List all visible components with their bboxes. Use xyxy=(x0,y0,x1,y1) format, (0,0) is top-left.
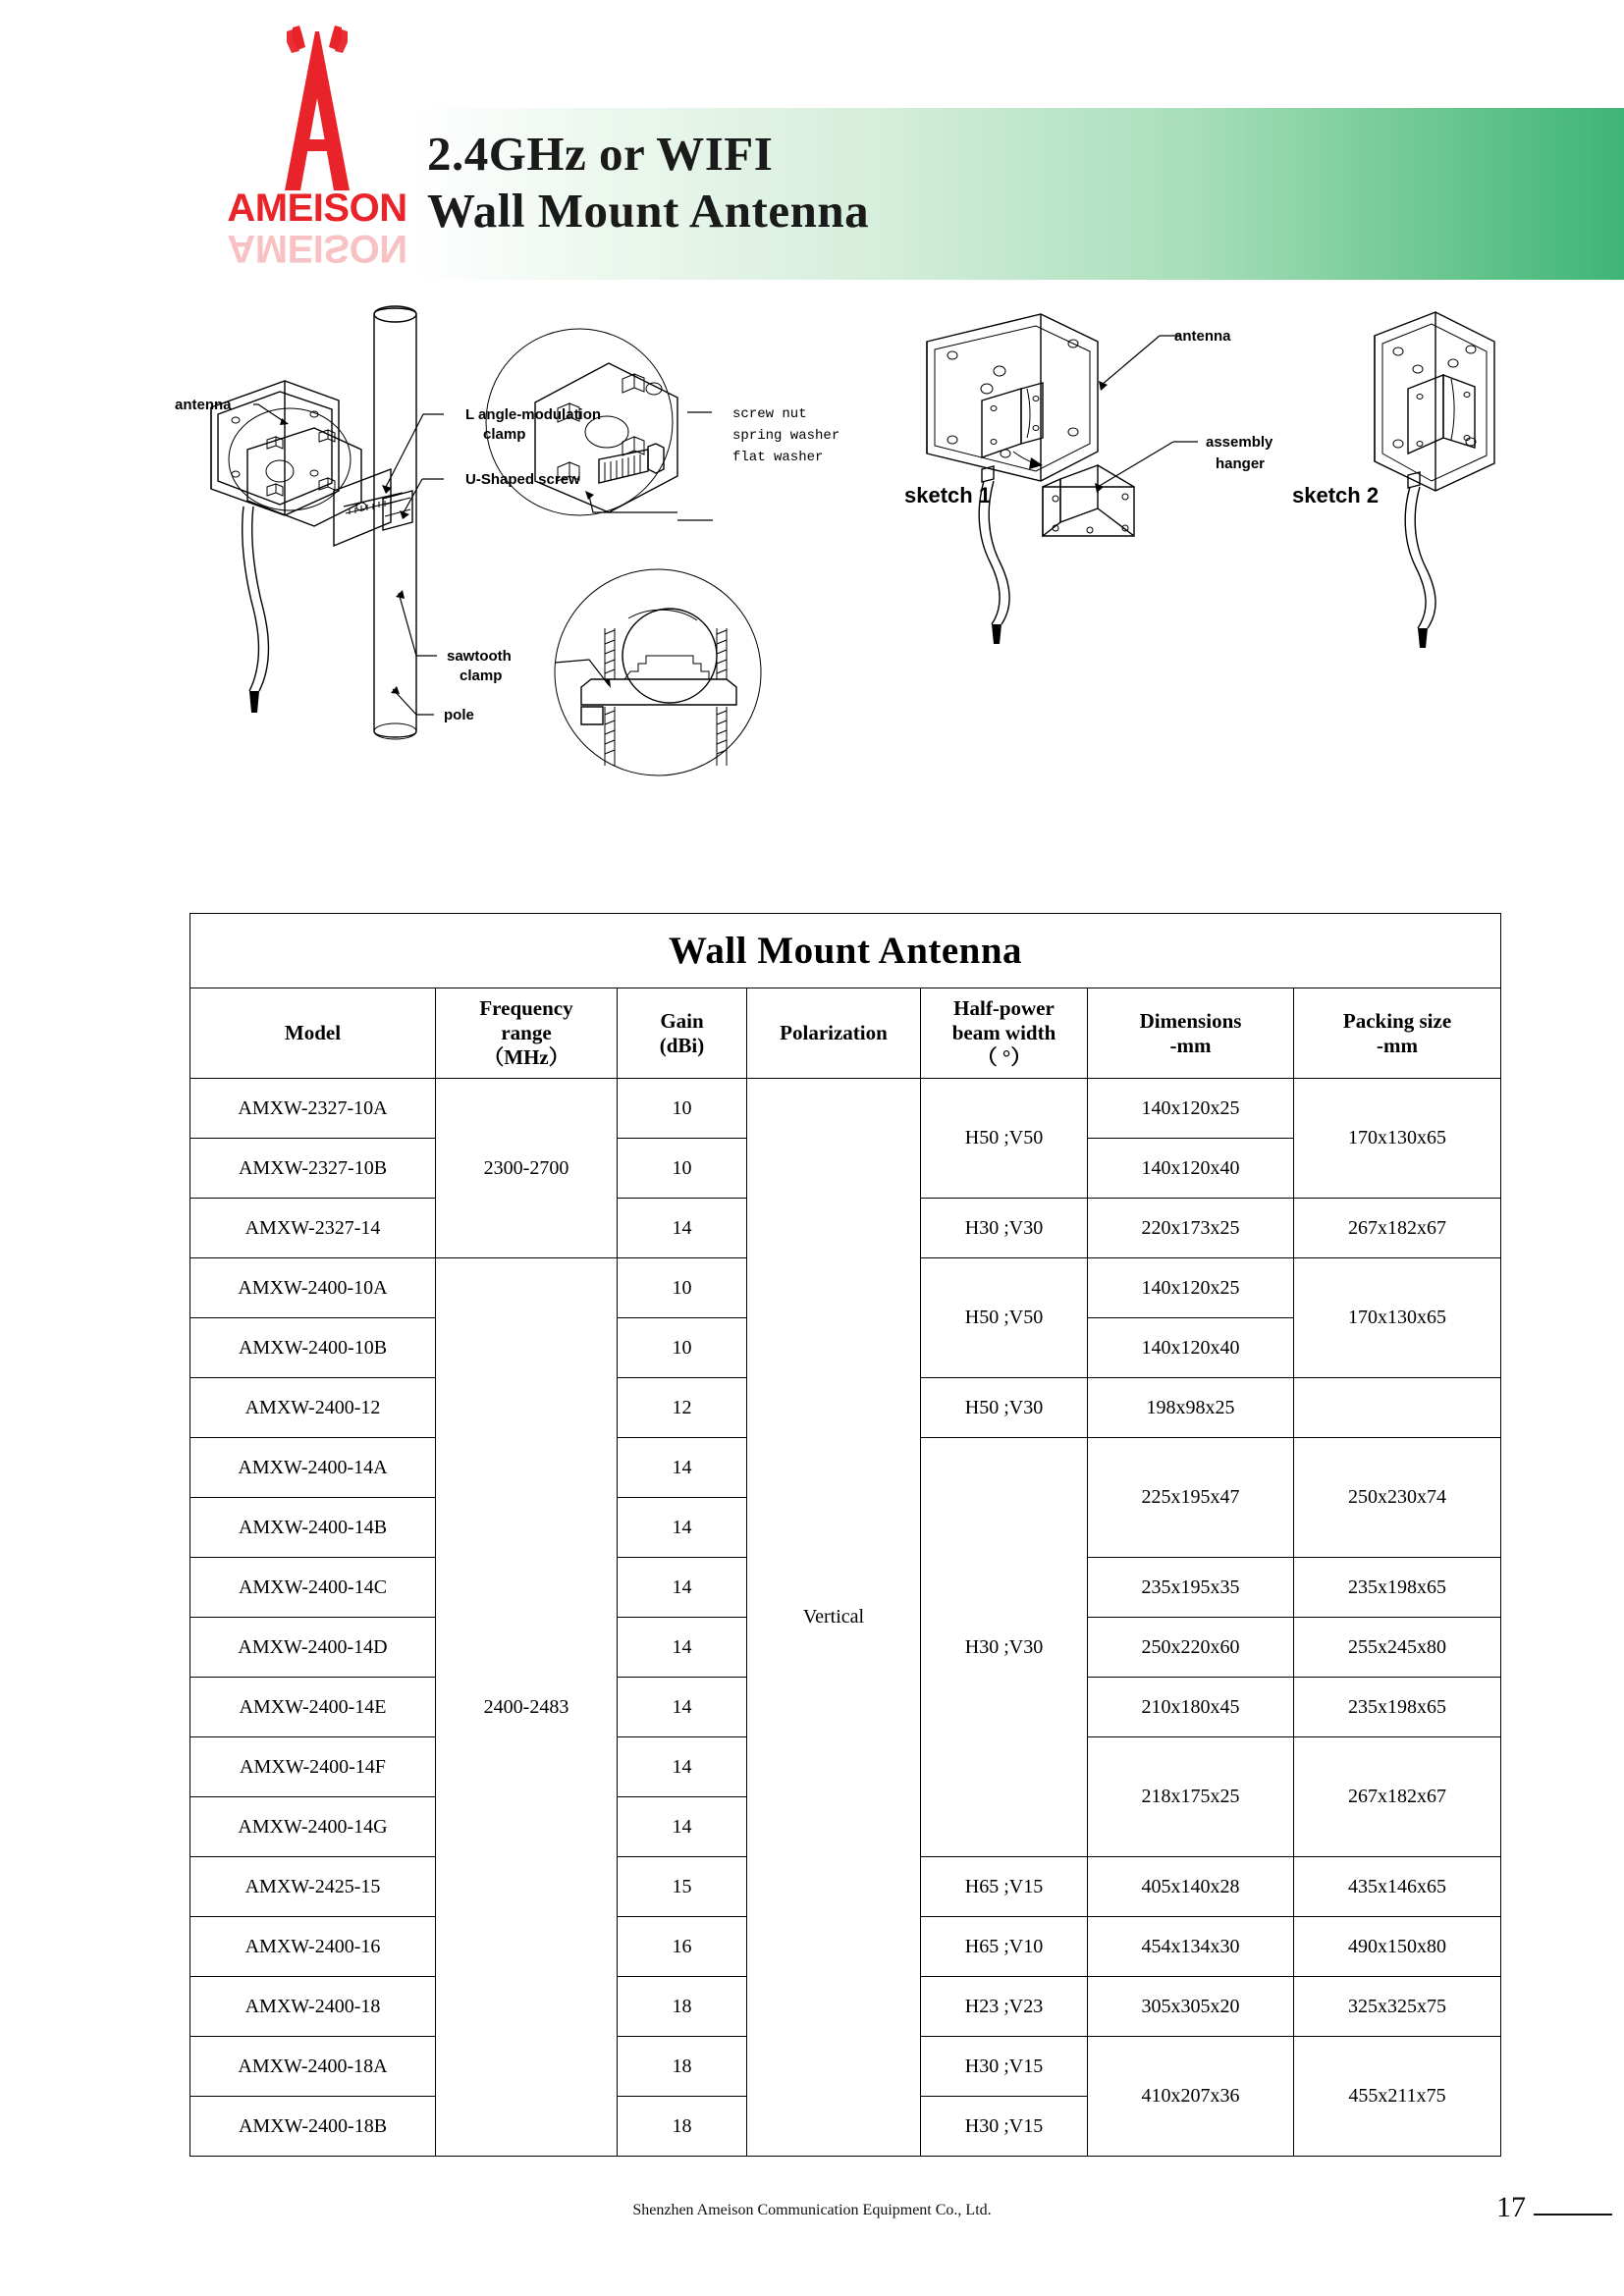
cell-dimensions: 454x134x30 xyxy=(1088,1917,1294,1977)
cell-dimensions: 140x120x25 xyxy=(1088,1079,1294,1139)
cell-dimensions: 225x195x47 xyxy=(1088,1438,1294,1558)
cell-model: AMXW-2327-10B xyxy=(190,1139,436,1199)
cell-hpbw: H50 ;V50 xyxy=(921,1079,1088,1199)
label-screw-nut: screw nut xyxy=(732,406,807,422)
cell-dimensions: 210x180x45 xyxy=(1088,1678,1294,1737)
cell-model: AMXW-2327-14 xyxy=(190,1199,436,1258)
cell-model: AMXW-2400-10A xyxy=(190,1258,436,1318)
company-logo xyxy=(224,18,410,283)
cell-hpbw: H30 ;V30 xyxy=(921,1438,1088,1857)
cell-gain: 10 xyxy=(618,1079,747,1139)
antenna-tower-icon xyxy=(244,18,391,194)
cell-frequency-group-2: 2400-2483 xyxy=(436,1258,618,2157)
cell-packing: 170x130x65 xyxy=(1294,1258,1501,1378)
dim-header-line1: Dimensions xyxy=(1139,1008,1242,1033)
cell-packing xyxy=(1294,1378,1501,1438)
cell-dimensions: 405x140x28 xyxy=(1088,1857,1294,1917)
cell-frequency-group-1: 2300-2700 xyxy=(436,1079,618,1258)
label-assembly-hanger-leader xyxy=(1095,442,1198,493)
pack-header-line2: -mm xyxy=(1377,1033,1419,1057)
label-sawtooth-line1: sawtooth xyxy=(447,648,512,665)
cell-dimensions: 305x305x20 xyxy=(1088,1977,1294,2037)
label-pole: pole xyxy=(444,707,474,723)
cell-gain: 18 xyxy=(618,1977,747,2037)
cell-dimensions: 218x175x25 xyxy=(1088,1737,1294,1857)
label-assembly-hanger-line2: hanger xyxy=(1216,455,1266,472)
hpbw-header-line3: （ °） xyxy=(976,1044,1032,1069)
label-antenna-left-leader xyxy=(253,404,289,425)
hpbw-header-line1: Half-power xyxy=(953,996,1055,1021)
cell-packing: 435x146x65 xyxy=(1294,1857,1501,1917)
label-fasteners-leader xyxy=(677,412,713,520)
assembly-hanger-plate xyxy=(1043,465,1134,536)
assembly-diagram xyxy=(0,294,1624,844)
label-antenna-left: antenna xyxy=(175,397,232,413)
specification-table xyxy=(189,913,1501,2157)
cell-hpbw: H30 ;V15 xyxy=(921,2097,1088,2157)
cell-model: AMXW-2400-14E xyxy=(190,1678,436,1737)
cell-hpbw: H50 ;V30 xyxy=(921,1378,1088,1438)
cell-packing: 455x211x75 xyxy=(1294,2037,1501,2157)
cell-gain: 14 xyxy=(618,1558,747,1618)
cell-packing: 267x182x67 xyxy=(1294,1199,1501,1258)
caption-sketch-2: sketch 2 xyxy=(1292,483,1380,507)
cell-packing: 250x230x74 xyxy=(1294,1438,1501,1558)
header-title-group xyxy=(427,126,1507,240)
cell-gain: 14 xyxy=(618,1678,747,1737)
label-flat-washer: flat washer xyxy=(732,450,824,465)
freq-header-line3: （MHz） xyxy=(483,1044,569,1069)
footer-rule xyxy=(1534,2214,1612,2216)
column-header-polarization: Polarization xyxy=(747,988,921,1079)
freq-header-line1: Frequency xyxy=(479,996,573,1021)
cell-packing: 325x325x75 xyxy=(1294,1977,1501,2037)
cell-gain: 14 xyxy=(618,1737,747,1797)
mounting-bracket-left xyxy=(229,408,403,546)
label-assembly-hanger-line1: assembly xyxy=(1206,434,1273,451)
cell-packing: 267x182x67 xyxy=(1294,1737,1501,1857)
cell-model: AMXW-2400-16 xyxy=(190,1917,436,1977)
table-title-row xyxy=(190,914,1501,988)
label-l-angle-modulation-line2: clamp xyxy=(483,426,526,443)
page-footer xyxy=(0,2189,1624,2268)
cell-model: AMXW-2400-14G xyxy=(190,1797,436,1857)
page-title-line1: 2.4GHz or WIFI xyxy=(427,127,774,181)
page-header xyxy=(0,0,1624,294)
freq-header-line2: range xyxy=(501,1021,552,1045)
cell-gain: 10 xyxy=(618,1258,747,1318)
label-l-angle-modulation-line1: L angle-modulation xyxy=(465,406,602,423)
cell-gain: 18 xyxy=(618,2037,747,2097)
column-header-packing xyxy=(1294,988,1501,1079)
footer-company-name: Shenzhen Ameison Communication Equipment Co., Ltd. xyxy=(632,2202,992,2218)
cell-hpbw: H50 ;V50 xyxy=(921,1258,1088,1378)
column-header-model: Model xyxy=(190,988,436,1079)
sketch-2-drawing xyxy=(1375,312,1494,648)
cell-polarization: Vertical xyxy=(747,1079,921,2157)
cell-model: AMXW-2400-18 xyxy=(190,1977,436,2037)
cell-packing: 255x245x80 xyxy=(1294,1618,1501,1678)
cell-gain: 14 xyxy=(618,1438,747,1498)
dim-header-line2: -mm xyxy=(1169,1033,1212,1057)
cell-dimensions: 235x195x35 xyxy=(1088,1558,1294,1618)
label-antenna-right-leader xyxy=(1099,336,1181,391)
cell-hpbw: H65 ;V15 xyxy=(921,1857,1088,1917)
cell-model: AMXW-2400-12 xyxy=(190,1378,436,1438)
sketch-1-drawing xyxy=(927,314,1098,644)
cell-packing: 170x130x65 xyxy=(1294,1079,1501,1199)
cell-packing: 235x198x65 xyxy=(1294,1558,1501,1618)
table-title: Wall Mount Antenna xyxy=(190,914,1501,988)
cell-gain: 14 xyxy=(618,1498,747,1558)
detail-sawtooth-closeup xyxy=(555,569,761,775)
cell-gain: 18 xyxy=(618,2097,747,2157)
cell-dimensions: 198x98x25 xyxy=(1088,1378,1294,1438)
column-header-hpbw xyxy=(921,988,1088,1079)
cell-model: AMXW-2327-10A xyxy=(190,1079,436,1139)
column-header-frequency xyxy=(436,988,618,1079)
cell-dimensions: 140x120x25 xyxy=(1088,1258,1294,1318)
gain-header-line1: Gain xyxy=(660,1008,704,1033)
cell-dimensions: 220x173x25 xyxy=(1088,1199,1294,1258)
cell-gain: 14 xyxy=(618,1618,747,1678)
label-antenna-sketch1: antenna xyxy=(1174,328,1231,345)
cell-model: AMXW-2425-15 xyxy=(190,1857,436,1917)
column-header-gain xyxy=(618,988,747,1079)
cell-hpbw: H30 ;V30 xyxy=(921,1199,1088,1258)
specification-table-wrapper xyxy=(189,913,1500,2157)
label-sawtooth-line2: clamp xyxy=(460,667,503,684)
label-spring-washer: spring washer xyxy=(732,428,840,444)
cell-hpbw: H23 ;V23 xyxy=(921,1977,1088,2037)
cell-model: AMXW-2400-14D xyxy=(190,1618,436,1678)
column-header-dimensions xyxy=(1088,988,1294,1079)
cell-model: AMXW-2400-18A xyxy=(190,2037,436,2097)
page-number: 17 xyxy=(1496,2191,1526,2223)
cell-packing: 490x150x80 xyxy=(1294,1917,1501,1977)
table-header-row xyxy=(190,988,1501,1079)
caption-sketch-1: sketch 1 xyxy=(904,483,992,507)
cell-gain: 15 xyxy=(618,1857,747,1917)
cell-gain: 14 xyxy=(618,1199,747,1258)
table-row xyxy=(190,1079,1501,1139)
cell-dimensions: 410x207x36 xyxy=(1088,2037,1294,2157)
cell-model: AMXW-2400-14A xyxy=(190,1438,436,1498)
cell-dimensions: 250x220x60 xyxy=(1088,1618,1294,1678)
cell-gain: 16 xyxy=(618,1917,747,1977)
page-title-line2: Wall Mount Antenna xyxy=(427,183,870,238)
cell-model: AMXW-2400-14F xyxy=(190,1737,436,1797)
cell-gain: 10 xyxy=(618,1318,747,1378)
cell-packing: 235x198x65 xyxy=(1294,1678,1501,1737)
label-pole-leader xyxy=(391,686,434,715)
label-u-shaped-screw: U-Shaped screw xyxy=(465,471,580,488)
cell-model: AMXW-2400-14C xyxy=(190,1558,436,1618)
cell-model: AMXW-2400-10B xyxy=(190,1318,436,1378)
logo-wordmark: AMEISON xyxy=(227,187,407,230)
cell-dimensions: 140x120x40 xyxy=(1088,1139,1294,1199)
cell-model: AMXW-2400-18B xyxy=(190,2097,436,2157)
cable-left xyxy=(243,507,269,713)
cell-hpbw: H30 ;V15 xyxy=(921,2037,1088,2097)
pack-header-line1: Packing size xyxy=(1342,1008,1452,1033)
logo-wordmark-reflection: AMEISON xyxy=(227,227,407,270)
cell-gain: 14 xyxy=(618,1797,747,1857)
hpbw-header-line2: beam width xyxy=(951,1021,1056,1045)
cell-hpbw: H65 ;V10 xyxy=(921,1917,1088,1977)
cell-model: AMXW-2400-14B xyxy=(190,1498,436,1558)
cell-gain: 10 xyxy=(618,1139,747,1199)
cell-gain: 12 xyxy=(618,1378,747,1438)
gain-header-line2: (dBi) xyxy=(659,1033,705,1057)
cell-dimensions: 140x120x40 xyxy=(1088,1318,1294,1378)
